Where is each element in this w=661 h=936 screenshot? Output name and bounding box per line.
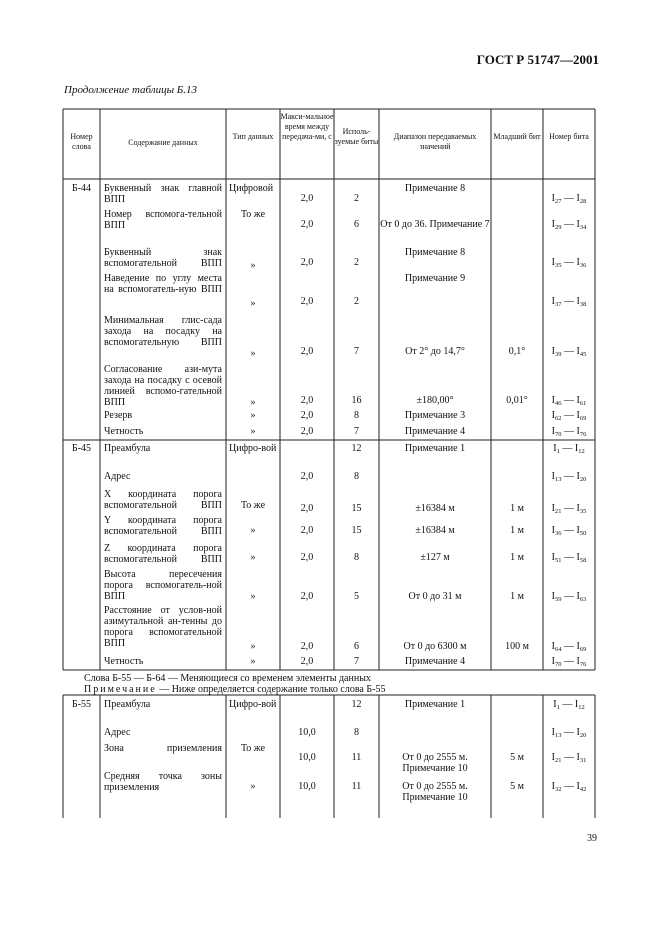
row-value-range: Примечание 1: [404, 443, 466, 454]
row-used-bits: 6: [354, 219, 359, 230]
row-data-type: Цифро-вой: [229, 699, 277, 710]
row-bit-number: $I_{59}$ — $I_{63}$: [551, 591, 587, 603]
row-used-bits: 7: [354, 426, 359, 437]
row-value-range: Примечание 8: [404, 183, 466, 194]
row-max-time: 2,0: [300, 552, 314, 563]
row-data-type: Цифровой: [229, 183, 274, 194]
row-lsb: 5 м: [510, 781, 524, 792]
row-content: Четность: [104, 656, 144, 667]
row-content: Зона приземления: [104, 743, 222, 754]
row-bit-number: $I_{21}$ — $I_{35}$: [551, 503, 587, 515]
row-value-range: ±180,00°: [416, 395, 454, 406]
row-used-bits: 12: [351, 699, 362, 710]
row-used-bits: 2: [354, 296, 359, 307]
row-bit-number: $I_{70}$ — $I_{76}$: [551, 426, 587, 438]
row-lsb: 1 м: [510, 591, 524, 602]
row-max-time: 2,0: [300, 193, 314, 204]
row-max-time: 2,0: [300, 410, 314, 421]
row-data-type: »: [250, 591, 256, 602]
col-header-bitno: Номер бита: [549, 132, 589, 141]
row-data-type: То же: [240, 500, 266, 511]
row-content: Y координата порога вспомогательной ВПП: [104, 515, 222, 537]
row-used-bits: 5: [354, 591, 359, 602]
row-data-type: То же: [240, 209, 266, 220]
row-content: Буквенный знак главной ВПП: [104, 183, 222, 205]
row-lsb: 100 м: [505, 641, 529, 652]
row-content: Согласование ази-мута захода на посадку с осевой линией вспомо-гательной ВПП: [104, 364, 222, 408]
col-header-range: Диапазон передаваемых значений: [393, 132, 477, 151]
row-used-bits: 8: [354, 471, 359, 482]
row-bit-number: $I_{32}$ — $I_{42}$: [551, 781, 587, 793]
table-caption: Продолжение таблицы Б.13: [64, 84, 198, 96]
row-used-bits: 8: [354, 727, 359, 738]
row-max-time: 10,0: [298, 727, 316, 738]
row-data-type: »: [250, 552, 256, 563]
row-data-type: »: [250, 781, 256, 792]
row-value-range: Примечание 4: [404, 426, 466, 437]
row-content: X координата порога вспомогательной ВПП: [104, 489, 222, 511]
row-used-bits: 7: [354, 656, 359, 667]
row-value-range: Примечание 3: [404, 410, 466, 421]
row-bit-number: $I_{35}$ — $I_{36}$: [551, 257, 587, 269]
row-content: Наведение по углу места на вспомогатель-ную ВПП: [104, 273, 222, 295]
row-used-bits: 7: [354, 346, 359, 357]
row-data-type: »: [250, 298, 256, 309]
col-header-type: Тип данных: [232, 132, 274, 141]
row-bit-number: $I_{39}$ — $I_{45}$: [551, 346, 587, 358]
row-value-range: ±16384 м: [415, 525, 455, 536]
row-content: Четность: [104, 426, 144, 437]
note-line-1: Слова Б-55 — Б-64 — Меняющиеся со временем элементы данных: [84, 673, 371, 684]
row-value-range: Примечание 9: [404, 273, 466, 284]
row-used-bits: 11: [351, 752, 362, 763]
row-max-time: 2,0: [300, 641, 314, 652]
row-content: Расстояние от услов-ной азимутальной ан-тенны до порога вспомогательной ВПП: [104, 605, 222, 649]
row-bit-number: $I_1$ — $I_{12}$: [553, 443, 585, 455]
row-value-range: ±16384 м: [415, 503, 455, 514]
row-value-range: От 0 до 36. Примечание 7: [380, 219, 490, 230]
row-data-type: »: [250, 397, 256, 408]
row-bit-number: $I_{46}$ — $I_{61}$: [551, 395, 587, 407]
row-max-time: 10,0: [298, 781, 316, 792]
row-bit-number: $I_{62}$ — $I_{69}$: [551, 410, 587, 422]
row-max-time: 2,0: [300, 219, 314, 230]
row-bit-number: $I_{64}$ — $I_{69}$: [551, 641, 587, 653]
col-header-lsb: Младший бит: [493, 132, 541, 141]
row-used-bits: 8: [354, 552, 359, 563]
document-header: ГОСТ Р 51747—2001: [476, 52, 599, 67]
row-bit-number: $I_{51}$ — $I_{58}$: [551, 552, 587, 564]
col-header-bits: Исполь-зуемые биты: [334, 127, 379, 146]
row-max-time: 2,0: [300, 346, 314, 357]
row-data-type: »: [250, 656, 256, 667]
row-data-type: »: [250, 348, 256, 359]
row-used-bits: 8: [354, 410, 359, 421]
row-max-time: 2,0: [300, 395, 314, 406]
row-bit-number: $I_{29}$ — $I_{34}$: [551, 219, 587, 231]
row-used-bits: 15: [351, 525, 362, 536]
note-label: Примечание: [84, 684, 157, 695]
row-used-bits: 15: [351, 503, 362, 514]
row-max-time: 2,0: [300, 257, 314, 268]
row-used-bits: 2: [354, 257, 359, 268]
row-value-range: Примечание 1: [404, 699, 466, 710]
row-max-time: 2,0: [300, 591, 314, 602]
row-content: Буквенный знак вспомогательной ВПП: [104, 247, 222, 269]
row-data-type: »: [250, 410, 256, 421]
row-used-bits: 2: [354, 193, 359, 204]
row-bit-number: $I_{27}$ — $I_{28}$: [551, 193, 587, 205]
row-max-time: 2,0: [300, 503, 314, 514]
row-content: Резерв: [104, 410, 133, 421]
row-content: Высота пересечения порога вспомогатель-ной ВПП: [104, 569, 222, 602]
note-text: — Ниже определяется содержание только слова Б-55: [156, 684, 386, 695]
row-max-time: 2,0: [300, 471, 314, 482]
row-used-bits: 16: [351, 395, 362, 406]
row-value-range: Примечание 4: [404, 656, 466, 667]
row-data-type: То же: [240, 743, 266, 754]
row-lsb: 1 м: [510, 525, 524, 536]
row-used-bits: 6: [354, 641, 359, 652]
row-value-range: ±127 м: [420, 552, 450, 563]
row-data-type: »: [250, 260, 256, 271]
row-content: Адрес: [104, 727, 131, 738]
row-content: Преамбула: [104, 699, 151, 710]
row-value-range: От 0 до 31 м: [408, 591, 462, 602]
note-line-2: [84, 684, 385, 695]
row-value-range: Примечание 8: [404, 247, 466, 258]
row-content: Адрес: [104, 471, 131, 482]
row-data-type: »: [250, 525, 256, 536]
row-max-time: 10,0: [298, 752, 316, 763]
row-content: Минимальная глис-сада захода на посадку на вспомогательную ВПП: [104, 315, 222, 348]
row-max-time: 2,0: [300, 426, 314, 437]
row-content: Средняя точка зоны приземления: [104, 771, 222, 793]
row-data-type: Цифро-вой: [229, 443, 277, 454]
row-lsb: 0,1°: [508, 346, 526, 357]
row-used-bits: 11: [351, 781, 362, 792]
row-content: Преамбула: [104, 443, 151, 454]
row-content: Z координата порога вспомогательной ВПП: [104, 543, 222, 565]
row-max-time: 2,0: [300, 525, 314, 536]
row-bit-number: $I_{13}$ — $I_{20}$: [551, 471, 587, 483]
row-bit-number: $I_{36}$ — $I_{50}$: [551, 525, 587, 537]
row-max-time: 2,0: [300, 656, 314, 667]
row-lsb: 1 м: [510, 503, 524, 514]
col-header-content: Содержание данных: [128, 138, 198, 147]
row-max-time: 2,0: [300, 296, 314, 307]
row-value-range: От 0 до 2555 м. Примечание 10: [402, 752, 468, 774]
row-bit-number: $I_{37}$ — $I_{38}$: [551, 296, 587, 308]
row-bit-number: $I_{21}$ — $I_{31}$: [551, 752, 587, 764]
row-data-type: »: [250, 426, 256, 437]
row-word-number: Б-55: [71, 699, 92, 710]
row-used-bits: 12: [351, 443, 362, 454]
page-number: 39: [587, 833, 597, 844]
row-value-range: От 0 до 6300 м: [403, 641, 467, 652]
row-bit-number: $I_{13}$ — $I_{20}$: [551, 727, 587, 739]
row-lsb: 5 м: [510, 752, 524, 763]
row-bit-number: $I_{70}$ — $I_{76}$: [551, 656, 587, 668]
row-value-range: От 2° до 14,7°: [405, 346, 465, 357]
row-lsb: 0,01°: [506, 395, 528, 406]
col-header-time: Макси-мальное время между передача-ми, с: [280, 112, 334, 141]
row-word-number: Б-45: [71, 443, 92, 454]
row-bit-number: $I_1$ — $I_{12}$: [553, 699, 585, 711]
row-lsb: 1 м: [510, 552, 524, 563]
row-word-number: Б-44: [71, 183, 92, 194]
row-value-range: От 0 до 2555 м. Примечание 10: [402, 781, 468, 803]
row-data-type: »: [250, 641, 256, 652]
row-content: Номер вспомога-тельной ВПП: [104, 209, 222, 231]
col-header-word: Номер слова: [70, 132, 93, 151]
